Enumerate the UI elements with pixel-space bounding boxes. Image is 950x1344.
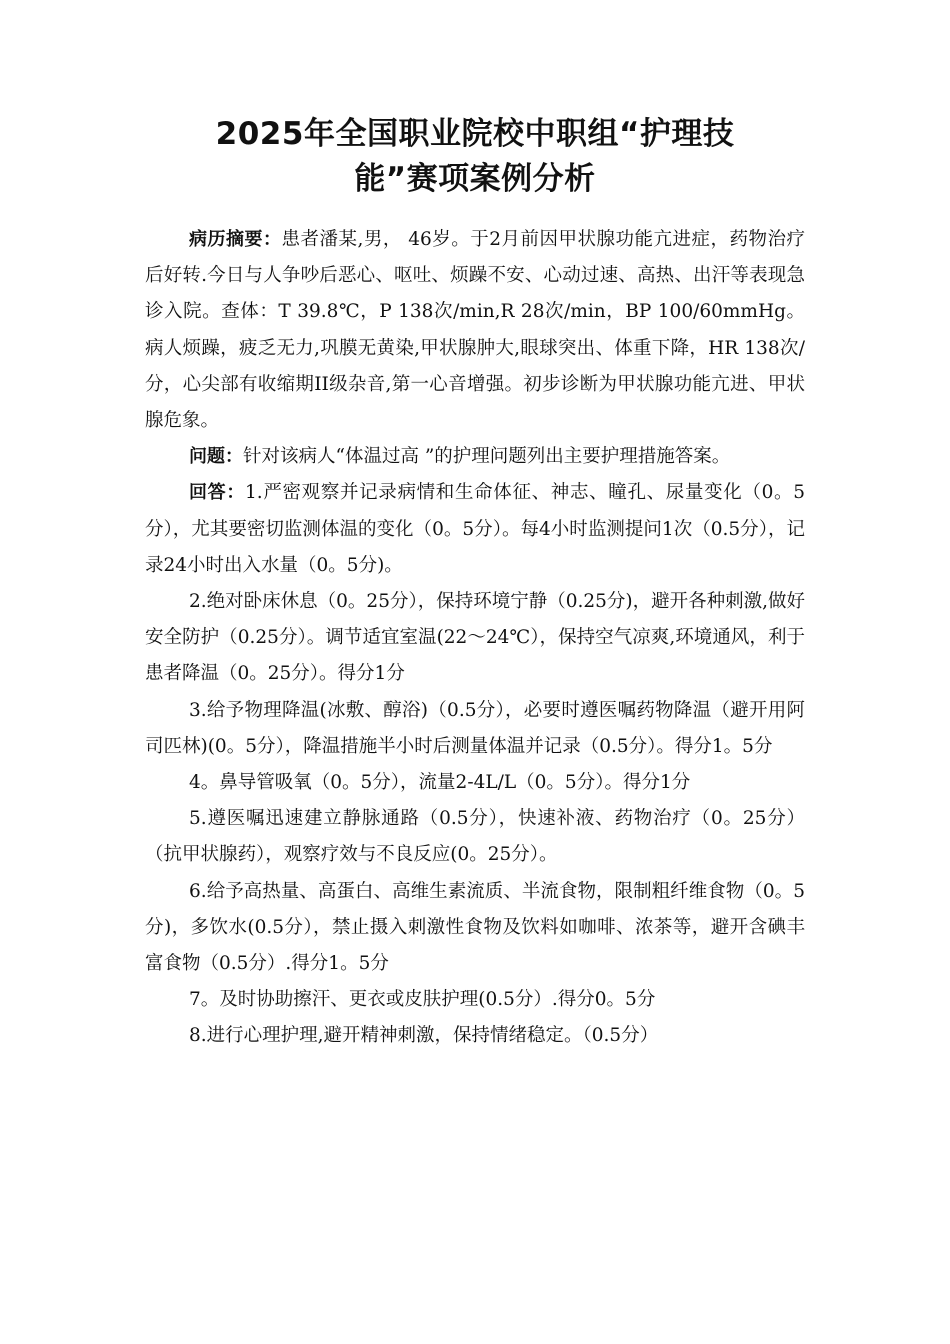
answer-item-3: 3.给予物理降温(冰敷、醇浴)（0.5分），必要时遵医嘱药物降温（避开用阿司匹林)(0。5分），降温措施半小时后测量体温并记录（0.5分）。得分1。5分	[145, 699, 805, 757]
title-line-1: 2025年全国职业院校中职组“护理技	[215, 116, 735, 152]
answer-label: 回答：	[189, 482, 245, 504]
document-title	[145, 112, 805, 202]
title-line-2: 能”赛项案例分析	[354, 161, 596, 197]
document-page	[145, 112, 805, 1055]
question-paragraph	[145, 439, 805, 475]
answer-item-5: 5.遵医嘱迅速建立静脉通路（0.5分），快速补液、药物治疗（0。25分）（抗甲状腺药），观察疗效与不良反应(0。25分）。	[145, 808, 805, 866]
answer-item-7: 7。及时协助擦汗、更衣或皮肤护理(0.5分）.得分0。5分	[189, 989, 656, 1011]
document-body	[145, 222, 805, 1055]
medical-history-text: 患者潘某,男， 46岁。于2月前因甲状腺功能亢进症，药物治疗后好转.今日与人争吵后恶心、呕吐、烦躁不安、心动过速、高热、出汗等表现急诊入院。查体：T 39.8℃，P 138次/min,R 28次/min，BP 100/60mmHg。病人烦躁，疲乏无力,巩膜无黄染,甲状腺肿大,眼球突出、体重下降，HR 138次/分，心尖部有收缩期II级杂音,第一心音增强。初步诊断为甲状腺功能亢进、甲状腺危象。	[145, 229, 806, 432]
answer-item-2: 2.绝对卧床休息（0。25分），保持环境宁静（0.25分)，避开各种刺激,做好安全防护（0.25分）。调节适宜室温(22～24℃），保持空气凉爽,环境通风，利于患者降温（0。25分）。得分1分	[145, 591, 806, 685]
question-label: 问题：	[189, 446, 243, 468]
question-text: 针对该病人“体温过高 ”的护理问题列出主要护理措施答案。	[243, 446, 731, 468]
answer-text-1: 1.严密观察并记录病情和生命体征、神志、瞳孔、尿量变化（0。5分），尤其要密切监测体温的变化（0。5分）。每4小时监测提问1次（0.5分），记录24小时出入水量（0。5分)。	[145, 482, 805, 576]
answer-item-6: 6.给予高热量、高蛋白、高维生素流质、半流食物，限制粗纤维食物（0。5分)，多饮水(0.5分），禁止摄入刺激性食物及饮料如咖啡、浓茶等，避开含碘丰富食物（0.5分）.得分1。5分	[145, 880, 805, 975]
medical-history-paragraph	[145, 222, 805, 439]
answer-item-4: 4。鼻导管吸氧（0。5分），流量2-4L/L（0。5分）。得分1分	[189, 772, 691, 794]
answer-item-1	[145, 475, 805, 584]
medical-history-label: 病历摘要：	[189, 229, 282, 250]
answer-item-8: 8.进行心理护理,避开精神刺激，保持情绪稳定。（0.5分）	[189, 1025, 659, 1047]
